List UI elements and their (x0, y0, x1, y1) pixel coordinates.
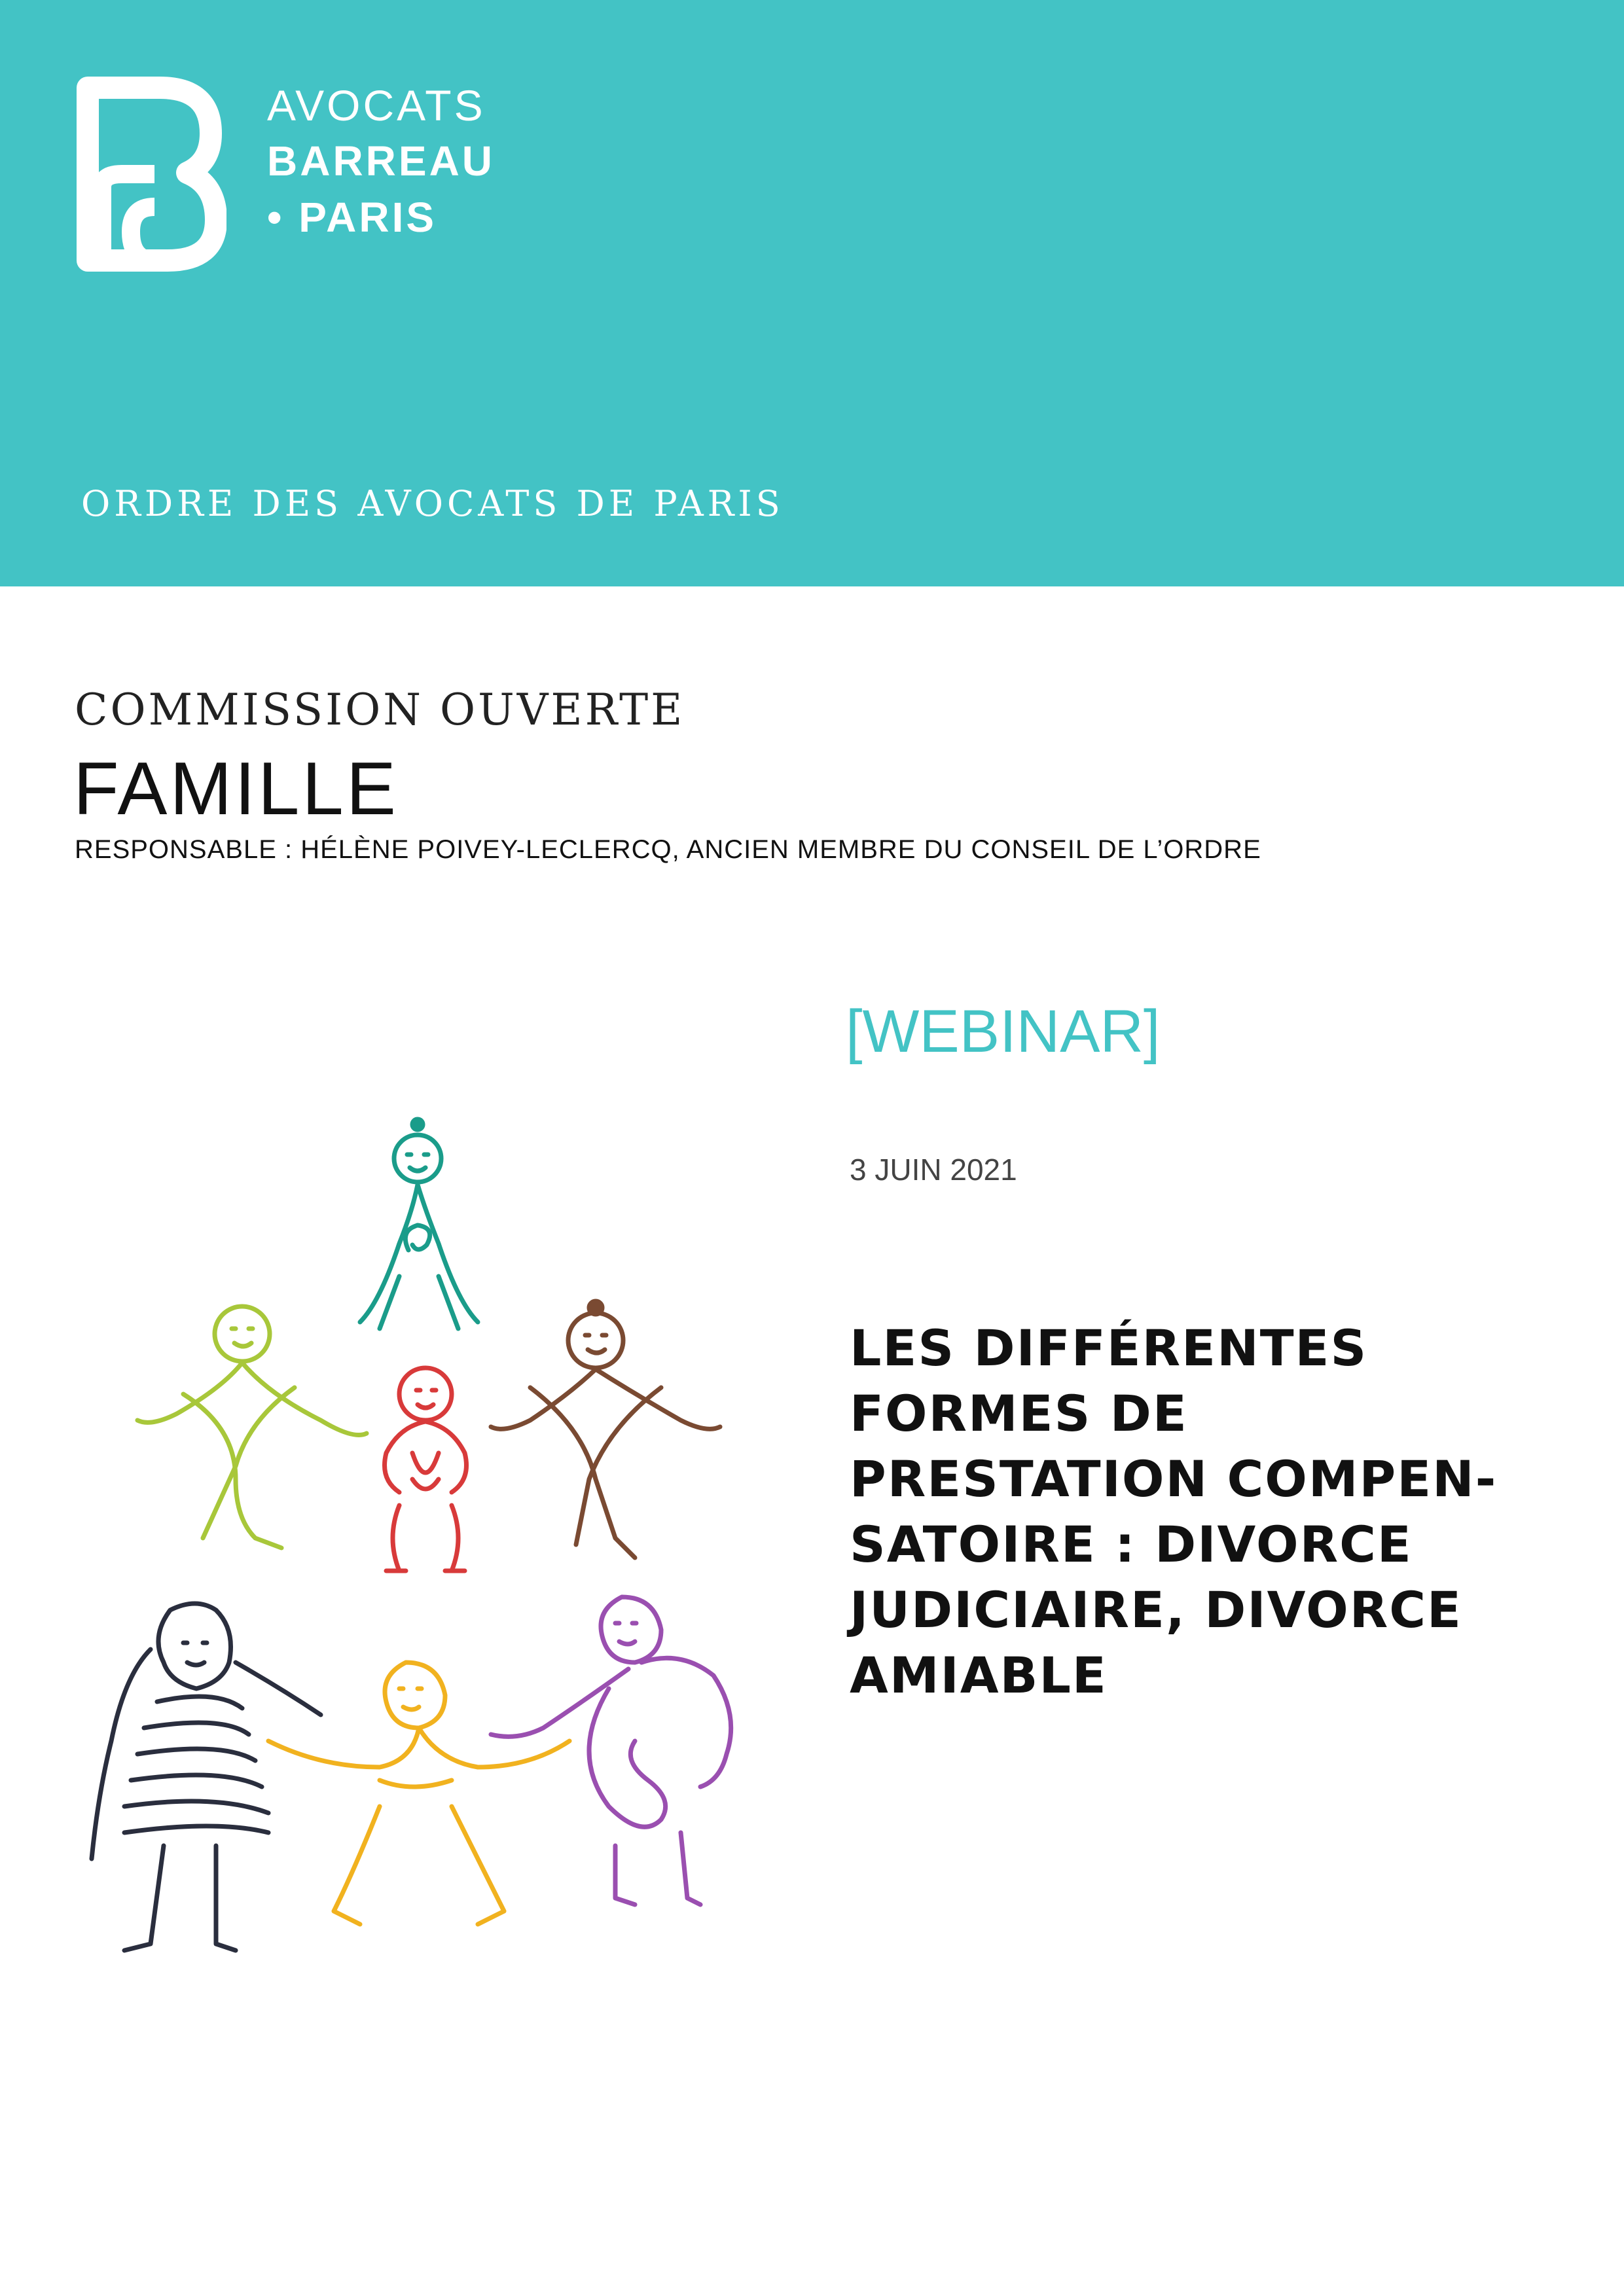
event-title (850, 1316, 1570, 1708)
event-date: 3 JUIN 2021 (850, 1153, 1017, 1187)
commission-name: FAMILLE (73, 747, 399, 831)
title-line: AMIABLE (850, 1646, 1108, 1704)
logo-paris: • PARIS (267, 194, 437, 241)
logo-barreau: BARREAU (267, 137, 495, 185)
title-line: PRESTATION COMPEN- (850, 1450, 1498, 1508)
title-line: SATOIRE : DIVORCE (850, 1515, 1413, 1573)
barreau-logo-icon (76, 76, 226, 272)
figure-teal (360, 1119, 478, 1329)
ordre-label: ORDRE DES AVOCATS DE PARIS (81, 483, 784, 524)
commission-label: COMMISSION OUVERTE (75, 685, 685, 735)
event-type-label: [WEBINAR] (846, 998, 1161, 1065)
logo-wordmark (267, 81, 495, 241)
header-banner (0, 0, 1624, 586)
figure-lime (137, 1306, 367, 1548)
figure-brown (491, 1301, 720, 1558)
title-line: FORMES DE (850, 1384, 1188, 1443)
logo-avocats: AVOCATS (267, 81, 486, 130)
figure-red (385, 1368, 467, 1571)
figure-purple (491, 1597, 731, 1905)
figure-navy (92, 1604, 321, 1950)
title-line: JUDICIAIRE, DIVORCE (850, 1581, 1462, 1639)
responsable-line: RESPONSABLE : HÉLÈNE POIVEY-LECLERCQ, ANCIEN MEMBRE DU CONSEIL DE L’ORDRE (75, 835, 1261, 864)
figure-yellow (268, 1662, 569, 1924)
title-line: LES DIFFÉRENTES (850, 1319, 1368, 1377)
family-figures-illustration (72, 1113, 753, 1957)
